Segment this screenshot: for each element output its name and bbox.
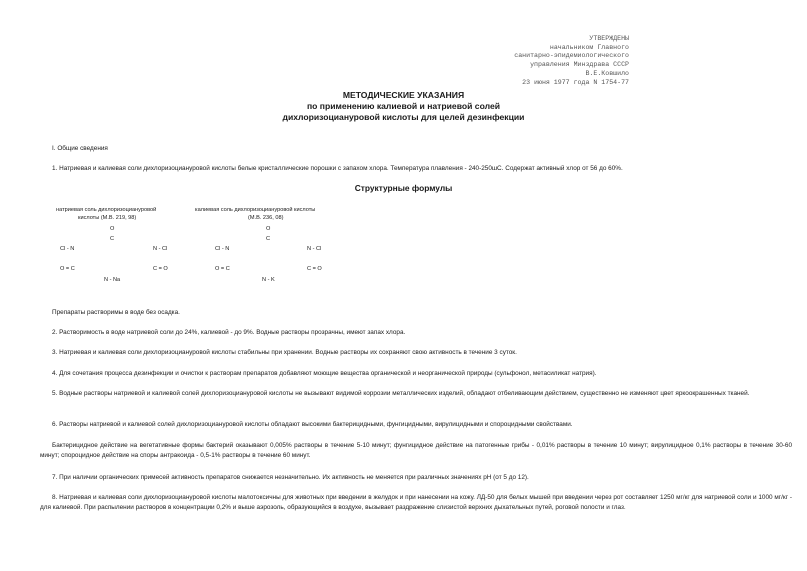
approval-line: УТВЕРЖДЕНЫ — [589, 35, 629, 42]
potassium-carbon-top: C — [266, 236, 271, 242]
approval-line: санитарно-эпидемиологического — [514, 52, 629, 60]
title-line-1: МЕТОДИЧЕСКИЕ УКАЗАНИЯ — [342, 90, 465, 100]
paragraph-8: 8. Натриевая и калиевая соли дихлоризоциануровой кислоты малотоксичны для животных при введении в желудок и при нанесении на кожу. ЛД-50 для белых мышей при введении через рот составляет 1250 мг/кг для натриевой соли и 1000 мг/кг - для калиевой. При распылении растворов в концентрации 0,2% и выше аэрозоль, образующийся в воздухе, вызывает раздражение слизистой верхних дыхательных путей, роговой полости и глаз. — [40, 494, 792, 511]
paragraph-6: 6. Растворы натриевой и калиевой солей дихлоризоциануровой кислоты обладают высокими бактерицидными, фунгицидными, вирулицидными и спороцидными свойствами. — [52, 421, 573, 428]
title-line-2: по применению калиевой и натриевой солей — [306, 101, 501, 111]
sodium-carbon-top: C — [110, 236, 115, 242]
document-title — [200, 90, 607, 123]
approval-line: начальником Главного — [549, 43, 629, 51]
formulas-heading: Структурные формулы — [354, 183, 453, 193]
sodium-salt-name: натриевая соль дихлоризоциануровой — [56, 207, 157, 213]
potassium-o-c-left: O = C — [215, 266, 230, 272]
paragraph-solubility-note: Препараты растворимы в воде без осадка. — [52, 309, 180, 316]
potassium-cl-n-left: Cl - N — [215, 246, 230, 252]
approval-line: управления Минздрава СССР — [530, 61, 629, 69]
potassium-n-metal: N - K — [262, 277, 275, 283]
sodium-c-o-right: C = O — [153, 266, 168, 272]
potassium-salt-name: калиевая соль дихлоризоциануровой кислоты — [195, 207, 316, 213]
approval-line: 23 июня 1977 года N 1754-77 — [522, 78, 629, 86]
sodium-oxygen-top: O — [110, 226, 115, 232]
approval-block — [514, 35, 629, 87]
paragraph-5: 5. Водные растворы натриевой и калиевой солей дихлоризоциануровой кислоты не вызывают видимой коррозии металлических изделий, обладают отбеливающим действием, существенно не изменяют цвет яркоокрашенных тканей. — [52, 390, 750, 397]
paragraph-6-detail: Бактерицидное действие на вегетативные формы бактерий оказывают 0,005% растворы в течение 5-10 минут; фунгицидное действие на патогенные грибы - 0,01% растворы в течение 10 минут; вирулицидное 0,1% растворы в течение 30-60 минут; спороцидное действие на споры антракоида - 0,5-1% растворы в течение 60 минут. — [40, 442, 792, 459]
paragraph-4: 4. Для сочетания процесса дезинфекции и очистки к растворам препаратов добавляют моющие вещества органической и неорганической природы (сульфонол, метасиликат натрия). — [52, 370, 597, 377]
section-heading: I. Общие сведения — [52, 145, 108, 152]
paragraph-1: 1. Натриевая и калиевая соли дихлоризоциануровой кислоты белые кристаллические порошки с запахом хлора. Температура плавления - 240-250шС. Содержат активный хлор от 56 до 60%. — [52, 165, 623, 172]
potassium-c-o-right: C = O — [307, 266, 322, 272]
paragraph-3: 3. Натриевая и калиевая соли дихлоризоциануровой кислоты стабильны при хранении. Водные растворы их сохраняют свою активность в течение 3 суток. — [52, 349, 517, 356]
title-line-3: дихлоризоциануровой кислоты для целей дезинфекции — [282, 112, 525, 122]
paragraph-2: 2. Растворимость в воде натриевой соли до 24%, калиевой - до 9%. Водные растворы прозрачны, имеют запах хлора. — [52, 329, 406, 336]
potassium-salt-mass: (М.В. 236, 08) — [248, 215, 284, 221]
sodium-n-cl-right: N - Cl — [153, 246, 168, 252]
sodium-salt-mass: кислоты (М.В. 219, 98) — [78, 215, 137, 221]
paragraph-7: 7. При наличии органических примесей активность препаратов снижается незначительно. Их активность не меняется при различных значениях pH (от 5 до 12). — [52, 474, 529, 481]
potassium-oxygen-top: O — [266, 226, 271, 232]
potassium-n-cl-right: N - Cl — [307, 246, 322, 252]
sodium-o-c-left: O = C — [60, 266, 75, 272]
approval-line: В.Е.Ковшило — [585, 69, 629, 77]
sodium-cl-n-left: Cl - N — [60, 246, 75, 252]
sodium-n-metal: N - Na — [104, 277, 121, 283]
